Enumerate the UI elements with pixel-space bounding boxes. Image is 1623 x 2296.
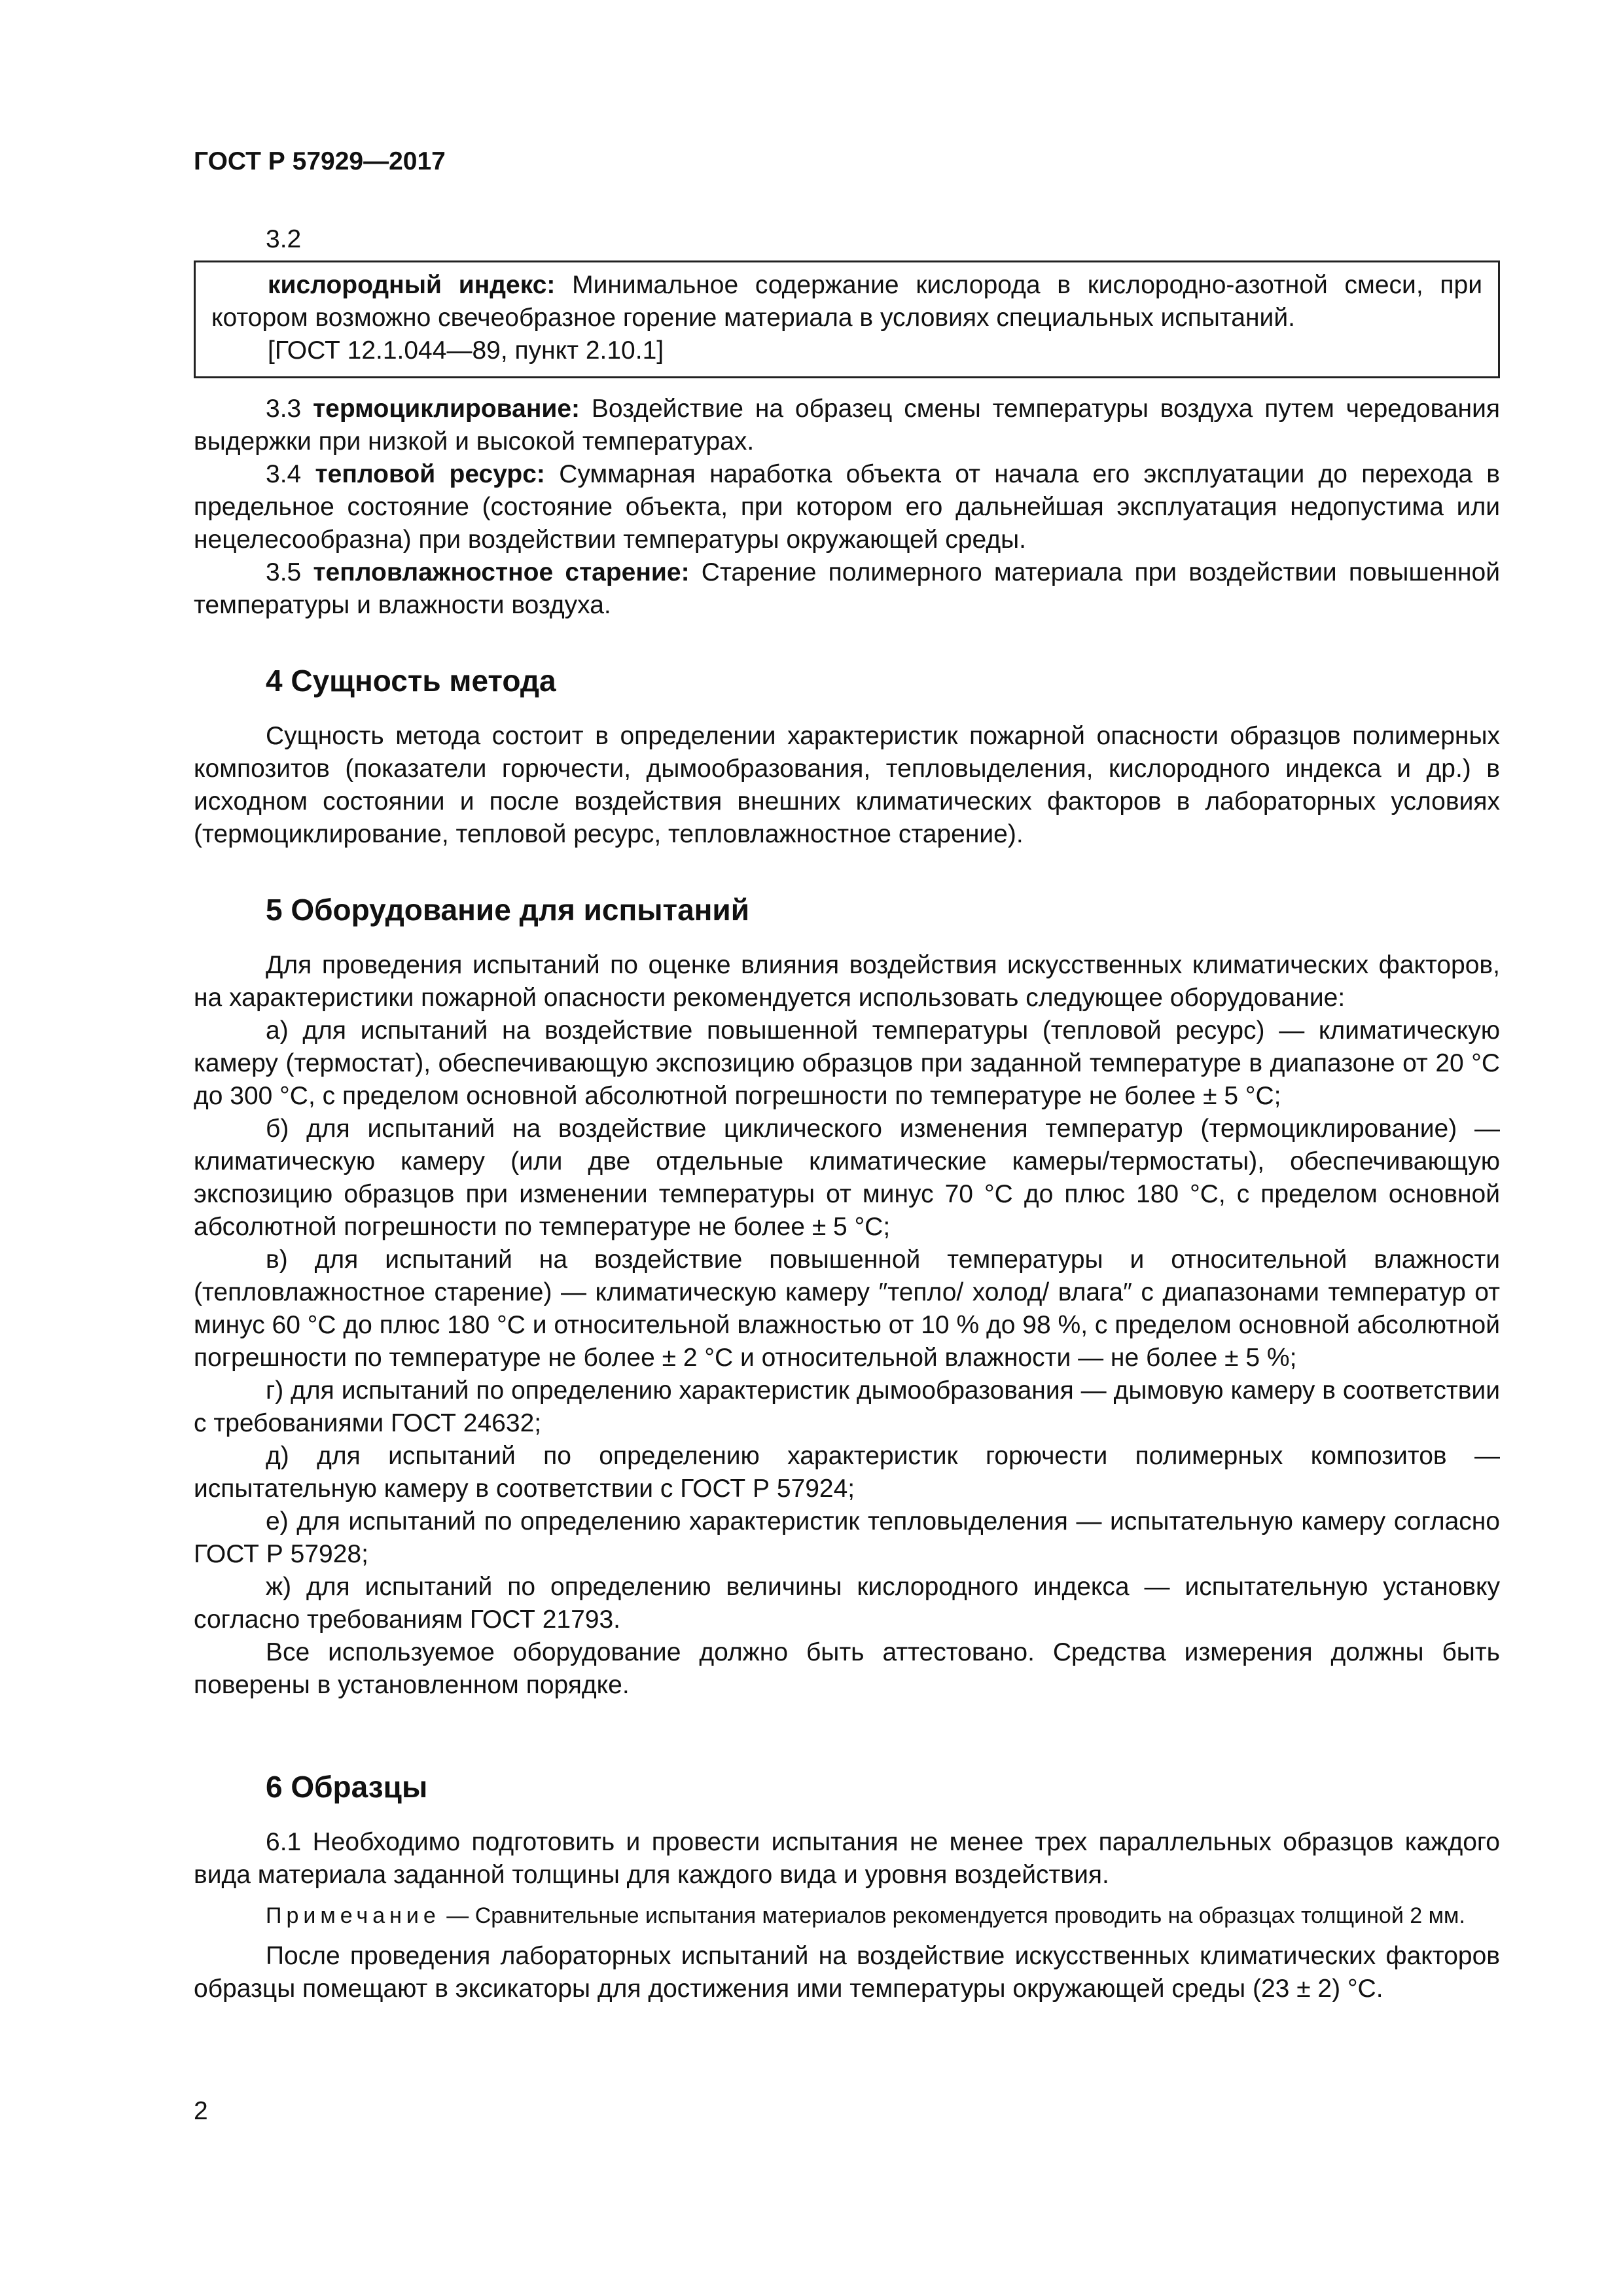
section-6-heading: 6 Образцы [266, 1770, 428, 1804]
clause-3-5 [194, 556, 1500, 622]
definition-text: Минимальное содержание кислорода в кислородно-азотной смеси, при котором возможно свечеобразное горение материала в условиях специальных испытаний. [211, 271, 1482, 332]
section-5-intro: Для проведения испытаний по оценке влияния воздействия искусственных климатических факторов, на характеристики пожарной опасности рекомендуется использовать следующее оборудование: [194, 951, 1500, 1012]
paragraph-after-tests: После проведения лабораторных испытаний на воздействие искусственных климатических факторов образцы помещают в эксикаторы для достижения ими температуры окружающей среды (23 ± 2) °С. [194, 1942, 1500, 2003]
section-5 [194, 890, 1500, 1702]
list-item: ж) для испытаний по определению величины кислородного индекса — испытательную установку согласно требованиям ГОСТ 21793. [194, 1573, 1500, 1634]
list-item: д) для испытаний по определению характеристик горючести полимерных композитов — испытательную камеру в соответствии с ГОСТ Р 57924; [194, 1442, 1500, 1503]
note [194, 1901, 1500, 1931]
clause-number: 3.4 [266, 460, 315, 488]
section-5-heading: 5 Оборудование для испытаний [266, 893, 749, 927]
note-label: Примечание [266, 1903, 440, 1928]
clause-number: 3.5 [266, 558, 313, 586]
clause-number-3-2: 3.2 [266, 225, 302, 253]
section-4-heading: 4 Сущность метода [266, 664, 556, 698]
definition-reference: [ГОСТ 12.1.044—89, пункт 2.10.1] [268, 336, 664, 365]
list-item: в) для испытаний на воздействие повышенной температуры и относительной влажности (тепловлажностное старение) — климатическую камеру ″тепло/ холод/ влага″ с диапазонами температур от минус 60 °С до плюс 180 °С и относительной влажностью от 10 % до 98 %, с пределом основной абсолютной погрешности по температуре не более ± 2 °С и относительной влажности — не более ± 5 %; [194, 1246, 1500, 1372]
clause-text: Суммарная наработка объекта от начала его эксплуатации до перехода в предельное состояние (состояние объекта, при котором его дальнейшая эксплуатация недопустима или нецелесообразна) при воздействии температуры окружающей среды. [194, 460, 1500, 554]
term-oxygen-index: кислородный индекс: [268, 271, 556, 299]
clauses-3-3-to-3-5 [194, 393, 1500, 622]
clause-number: 3.3 [266, 395, 313, 423]
section-6 [194, 1767, 1500, 2005]
clause-6-1: 6.1 Необходимо подготовить и провести испытания не менее трех параллельных образцов каждого вида материала заданной толщины для каждого вида и уровня воздействия. [194, 1828, 1500, 1889]
page-number: 2 [194, 2097, 208, 2125]
term-heat-humidity-aging: тепловлажностное старение: [313, 558, 690, 586]
clause-3-4 [194, 458, 1500, 556]
definition-3-2 [211, 269, 1482, 334]
clause-text: Старение полимерного материала при воздействии повышенной температуры и влажности воздуха. [194, 558, 1500, 619]
section-5-closing: Все используемое оборудование должно быть аттестовано. Средства измерения должны быть поверены в установленном порядке. [194, 1638, 1500, 1699]
document-code: ГОСТ Р 57929—2017 [194, 147, 446, 175]
section-4 [194, 661, 1500, 851]
clause-text: Воздействие на образец смены температуры воздуха путем чередования выдержки при низкой и высокой температурах. [194, 395, 1500, 456]
list-item: е) для испытаний по определению характеристик тепловыделения — испытательную камеру согласно ГОСТ Р 57928; [194, 1507, 1500, 1568]
section-4-text: Сущность метода состоит в определении характеристик пожарной опасности образцов полимерных композитов (показатели горючести, дымообразования, тепловыделения, кислородного индекса и др.) в исходном состоянии и после воздействия внешних климатических факторов в лабораторных условиях (термоциклирование, тепловой ресурс, тепловлажностное старение). [194, 722, 1500, 848]
term-thermocycling: термоциклирование: [313, 395, 580, 423]
note-text: — Сравнительные испытания материалов рекомендуется проводить на образцах толщиной 2 мм. [440, 1903, 1465, 1928]
list-item: г) для испытаний по определению характеристик дымообразования — дымовую камеру в соответствии с требованиями ГОСТ 24632; [194, 1376, 1500, 1437]
clause-3-3 [194, 393, 1500, 458]
list-item: а) для испытаний на воздействие повышенной температуры (тепловой ресурс) — климатическую камеру (термостат), обеспечивающую экспозицию образцов при заданной температуре в диапазоне от 20 °С до 300 °С, с пределом основной абсолютной погрешности по температуре не более ± 5 °С; [194, 1016, 1500, 1110]
term-thermal-resource: тепловой ресурс: [315, 460, 545, 488]
list-item: б) для испытаний на воздействие циклического изменения температур (термоциклирование) — климатическую камеру (или две отдельные климатические камеры/термостаты), обеспечивающую экспозицию образцов при изменении температуры от минус 70 °С до плюс 180 °С, с пределом основной абсолютной погрешности по температуре не более ± 5 °С; [194, 1115, 1500, 1241]
definition-box [194, 260, 1500, 378]
